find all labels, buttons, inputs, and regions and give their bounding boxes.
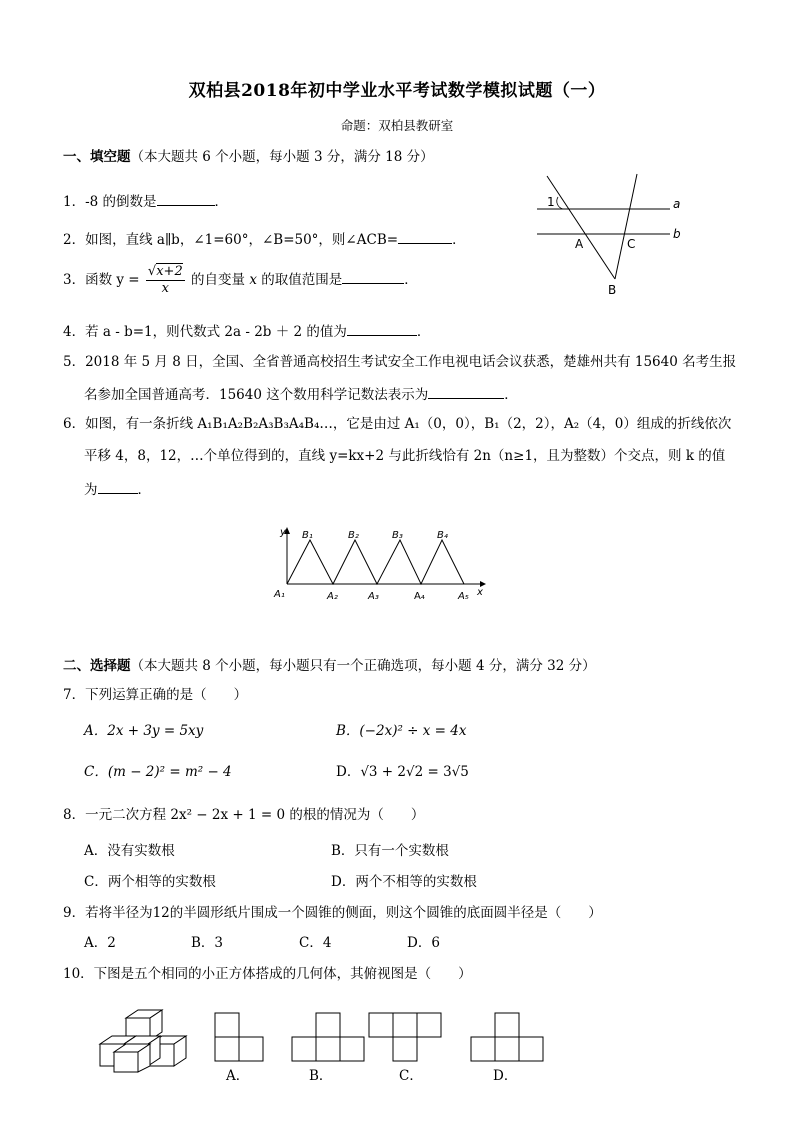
q2-text-b: a∥b，∠1=60°，∠B=50°，则∠ACB=: [156, 232, 399, 248]
q10-option-d-label: D．: [493, 1068, 518, 1084]
q9-option-a[interactable]: A．2: [84, 935, 116, 951]
section1-heading: 一、填空题: [63, 149, 131, 165]
cube-stack-figure: [96, 1008, 192, 1074]
question-10: 10．下图是五个相同的小正方体搭成的几何体，其俯视图是（ ）: [63, 966, 472, 982]
q7-option-b[interactable]: B．(−2x)² ÷ x = 4x: [336, 723, 467, 739]
label-B3: B₃: [392, 530, 403, 541]
section2-heading: 二、选择题: [63, 658, 131, 674]
parallel-lines-figure: [525, 168, 695, 298]
question-2: 2．如图，直线 a∥b，∠1=60°，∠B=50°，则∠ACB= ．: [63, 229, 466, 249]
q3-fraction: [146, 264, 185, 297]
question-8: 8．一元二次方程 2x² − 2x + 1 = 0 的根的情况为（ ）: [63, 807, 425, 823]
question-7: 7．下列运算正确的是（ ）: [63, 687, 248, 703]
q3-text-a: 3．函数 y =: [63, 272, 140, 288]
label-B2: B₂: [348, 530, 359, 541]
q7-option-a[interactable]: A．2x + 3y = 5xy: [84, 723, 204, 739]
q6-text: 为: [84, 482, 98, 498]
page-title: 双柏县2018年初中学业水平考试数学模拟试题（一）: [188, 81, 606, 101]
label-A3: A₃: [368, 591, 379, 602]
q8-option-a[interactable]: A．没有实数根: [84, 843, 175, 859]
q1-answer-blank[interactable]: [157, 191, 215, 206]
q3-text-d: 的取值范围是: [261, 272, 343, 288]
label-C: C: [627, 237, 636, 251]
q6-answer-blank[interactable]: [98, 479, 138, 494]
q10-option-d-view[interactable]: [470, 1012, 546, 1062]
section1-header: [63, 145, 434, 165]
q10-option-c-label: C．: [399, 1068, 423, 1084]
q10-option-a-view[interactable]: [214, 1012, 264, 1062]
question-6-line1: 6．如图，有一条折线 A₁B₁A₂B₂A₃B₃A₄B₄…，它是由过 A₁（0，0），B₁（2，2），A₂（4，0）组成的折线依次: [63, 416, 732, 432]
label-y: y: [280, 527, 286, 538]
zigzag-figure: [270, 522, 490, 602]
q8-option-b[interactable]: B．只有一个实数根: [331, 843, 449, 859]
q4-text: 4．若 a - b=1，则代数式 2a - 2b ＋ 2 的值为: [63, 324, 347, 340]
line-CB: [615, 174, 637, 279]
q10-option-c-view[interactable]: [368, 1012, 444, 1062]
label-B4: B₄: [437, 530, 448, 541]
q3-text-b: 的自变量: [191, 272, 246, 288]
q9-option-d[interactable]: D．6: [407, 935, 440, 951]
section2-note: （本大题共 8 个小题，每小题只有一个正确选项，每小题 4 分，满分 32 分）: [130, 658, 596, 674]
q4-answer-blank[interactable]: [347, 321, 417, 336]
q7-option-d[interactable]: D．√3 + 2√2 = 3√5: [336, 764, 469, 780]
label-A5: A₅: [458, 591, 469, 602]
q3-denominator: x: [161, 281, 169, 296]
label-A4: A₄: [414, 591, 425, 602]
label-B: B: [608, 283, 617, 297]
label-x: x: [477, 587, 483, 598]
q8-option-c[interactable]: C．两个相等的实数根: [84, 874, 216, 890]
q5-text: 名参加全国普通高考．15640 这个数用科学记数法表示为: [84, 387, 429, 403]
q10-option-b-label: B．: [309, 1068, 333, 1084]
question-5-line2: 名参加全国普通高考．15640 这个数用科学记数法表示为 ．: [84, 384, 518, 404]
section2-header: [63, 654, 596, 674]
zigzag-polyline: [287, 540, 464, 584]
q3-numerator: √x+2: [147, 264, 183, 279]
question-1: 1．-8 的倒数是 ．: [63, 191, 228, 211]
q9-option-c[interactable]: C．4: [299, 935, 332, 951]
q5-answer-blank[interactable]: [428, 384, 504, 399]
section1-note: （本大题共 6 个小题，每小题 3 分，满分 18 分）: [130, 149, 434, 165]
label-A2: A₂: [327, 591, 338, 602]
label-angle-1: 1: [547, 195, 555, 209]
q10-option-b-view[interactable]: [291, 1012, 367, 1062]
question-9: 9．若将半径为12的半圆形纸片围成一个圆锥的侧面，则这个圆锥的底面圆半径是（ ）: [63, 905, 602, 921]
label-b: b: [673, 227, 681, 241]
label-A: A: [575, 237, 584, 251]
q3-answer-blank[interactable]: [342, 269, 404, 284]
q7-option-c[interactable]: C．(m − 2)² = m² − 4: [84, 764, 232, 780]
q3-var: x: [249, 272, 257, 288]
author-line: 命题：双柏县教研室: [340, 118, 454, 133]
question-5-line1: 5．2018 年 5 月 8 日，全国、全省普通高校招生考试安全工作电视电话会议获悉，楚雄州共有 15640 名考生报: [63, 354, 737, 370]
q2-answer-blank[interactable]: [398, 229, 452, 244]
label-A1: A₁: [274, 589, 285, 600]
line-AB: [547, 176, 615, 279]
q10-option-a-label: A．: [226, 1068, 250, 1084]
label-B1: B₁: [302, 530, 313, 541]
q8-option-d[interactable]: D．两个不相等的实数根: [331, 874, 477, 890]
question-6-line2: 平移 4，8，12，…个单位得到的，直线 y=kx+2 与此折线恰有 2n（n≥1，且为整数）个交点，则 k 的值: [84, 448, 726, 464]
label-a: a: [673, 197, 681, 211]
q9-option-b[interactable]: B．3: [191, 935, 224, 951]
question-4: 4．若 a - b=1，则代数式 2a - 2b ＋ 2 的值为 ．: [63, 321, 430, 341]
question-6-line3: 为 ．: [84, 479, 151, 499]
question-3: 3．函数 y = $\frac{√x+2}{x}$ 的自变量 x 的取值范围是 ．: [63, 264, 418, 296]
q2-text-a: 2．如图，直线: [63, 232, 153, 248]
q1-text: 1．-8 的倒数是: [63, 194, 157, 210]
